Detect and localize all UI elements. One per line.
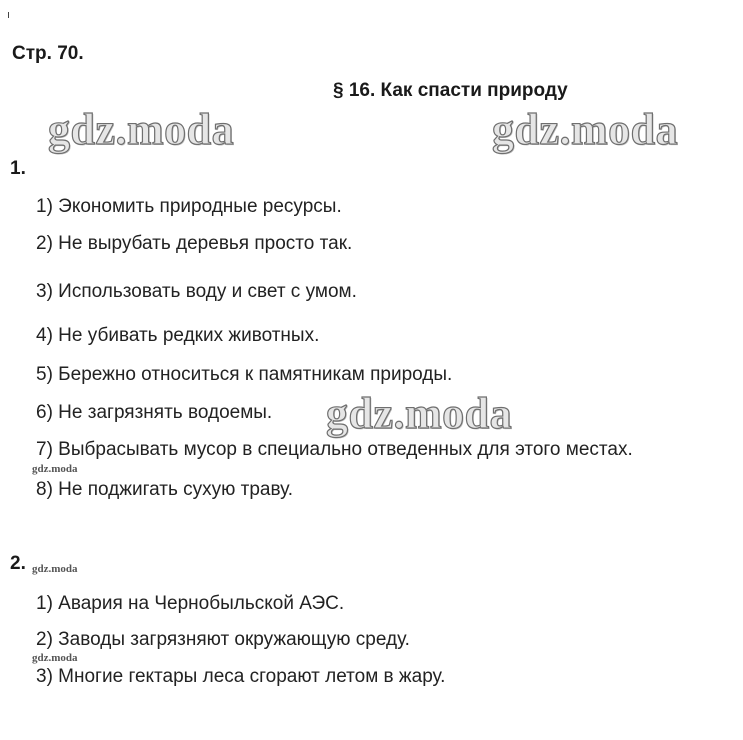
list-item: 8) Не поджигать сухую траву. — [36, 479, 294, 500]
list-item: 1) Авария на Чернобыльской АЭС. — [36, 593, 345, 614]
list-item: 2) Не вырубать деревья просто так. — [36, 233, 353, 254]
list-item: 6) Не загрязнять водоемы. — [36, 402, 273, 423]
list-item: 3) Многие гектары леса сгорают летом в жару. — [36, 666, 446, 687]
list-item: 3) Использовать воду и свет с умом. — [36, 281, 357, 302]
section-title: § 16. Как спасти природу — [333, 80, 568, 101]
watermark-logo: gdz.moda — [326, 389, 513, 438]
watermark-logo: gdz.moda — [492, 105, 679, 154]
watermark-logo: gdz.moda — [48, 105, 235, 154]
watermark-small: gdz.moda — [32, 563, 78, 575]
list-item: 5) Бережно относиться к памятникам природы. — [36, 364, 453, 385]
page-number: Стр. 70. — [12, 43, 84, 64]
list-item: 7) Выбрасывать мусор в специально отведенных для этого местах. — [36, 439, 633, 460]
list-item: 4) Не убивать редких животных. — [36, 325, 320, 346]
list-item: 2) Заводы загрязняют окружающую среду. — [36, 629, 410, 650]
scan-mark — [8, 12, 9, 18]
watermark-small: gdz.moda — [32, 463, 78, 475]
list-item: 1) Экономить природные ресурсы. — [36, 196, 342, 217]
task-number: 1. — [10, 158, 26, 179]
watermark-small: gdz.moda — [32, 652, 78, 664]
task-number: 2. — [10, 553, 26, 574]
